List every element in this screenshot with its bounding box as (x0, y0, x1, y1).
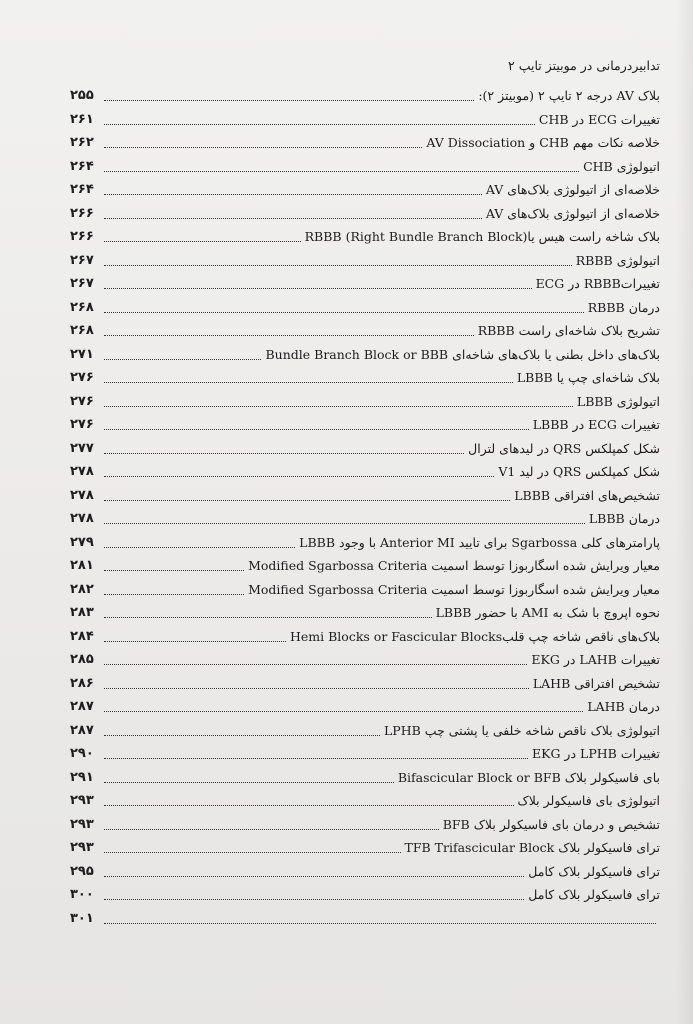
toc-entry-title: خلاصه نکات مهم CHB و AV Dissociation (426, 135, 660, 150)
toc-dot-leader (104, 500, 510, 501)
toc-dot-leader (104, 852, 401, 853)
toc-entry (70, 693, 660, 717)
toc-dot-leader (104, 429, 529, 430)
toc-dot-leader (104, 147, 422, 148)
toc-entry (70, 528, 660, 552)
toc-entry-title: شکل کمپلکس QRS در لیدهای لترال (468, 440, 660, 456)
toc-page-number: ۲۸۷ (70, 722, 94, 738)
toc-entry-title: تشریح بلاک شاخه‌ای راست RBBB (477, 323, 660, 338)
toc-entry (70, 434, 660, 458)
toc-entry-title: ترای فاسیکولر بلاک TFB Trifascicular Block (404, 840, 660, 855)
toc-dot-leader (104, 570, 244, 571)
toc-entry (70, 834, 660, 858)
toc-page-number: ۲۶۸ (70, 299, 94, 315)
toc-entry (70, 270, 660, 294)
toc-entry-title: بلاک‌های داخل بطنی یا بلاک‌های شاخه‌ای Bundle Branch Block or BBB (265, 346, 660, 362)
toc-entry-title: بلاک‌های ناقص شاخه چپ قلبHemi Blocks or Fascicular Blocks (290, 628, 660, 644)
toc-page-number: ۲۷۶ (70, 417, 94, 432)
page-edge-shadow (675, 0, 693, 1024)
toc-entry (70, 411, 660, 435)
toc-entry (70, 881, 660, 905)
toc-entry (70, 340, 660, 364)
toc-page-number: ۲۶۷ (70, 252, 94, 268)
toc-dot-leader (104, 100, 474, 101)
toc-entry (70, 505, 660, 529)
toc-entry-title: بای فاسیکولر بلاک Bifascicular Block or BFB (397, 769, 660, 785)
toc-page-number: ۲۶۸ (70, 323, 94, 338)
toc-entry (70, 364, 660, 388)
table-of-contents (70, 58, 660, 928)
toc-dot-leader (104, 265, 572, 266)
toc-dot-leader (104, 523, 585, 524)
toc-dot-leader (104, 453, 464, 454)
toc-dot-leader (104, 476, 494, 477)
toc-entry (70, 740, 660, 764)
toc-dot-leader (104, 241, 301, 242)
toc-entry-title: تغییراتRBBB در ECG (535, 276, 660, 291)
toc-entry (70, 575, 660, 599)
toc-entry (70, 857, 660, 881)
toc-entry-title: ترای فاسیکولر بلاک کامل (528, 863, 660, 879)
toc-entry-title: درمان LBBB (588, 511, 660, 526)
toc-entry-title: ترای فاسیکولر بلاک کامل (528, 887, 660, 902)
toc-dot-leader (104, 641, 286, 642)
toc-dot-leader (104, 735, 380, 736)
toc-page-number: ۲۶۲ (70, 135, 94, 150)
toc-entry-title: تدابیردرمانی در موبیتز تایپ ۲ (508, 58, 660, 73)
toc-entry (70, 223, 660, 247)
toc-page-number: ۲۸۴ (70, 628, 94, 644)
toc-entry (70, 152, 660, 176)
toc-dot-leader (104, 758, 528, 759)
toc-page-number: ۲۶۶ (70, 205, 94, 221)
toc-dot-leader (104, 711, 583, 712)
toc-entry (70, 293, 660, 317)
toc-entry (70, 552, 660, 576)
toc-page-number: ۲۶۶ (70, 229, 94, 244)
toc-dot-leader (104, 335, 474, 336)
toc-page-number: ۲۷۶ (70, 370, 94, 385)
toc-dot-leader (104, 923, 656, 924)
toc-entry (70, 787, 660, 811)
toc-dot-leader (104, 664, 527, 665)
toc-entry (70, 458, 660, 482)
toc-page-number: ۳۰۱ (70, 910, 94, 926)
toc-page-number: ۲۹۳ (70, 840, 94, 855)
toc-entry (70, 622, 660, 646)
toc-entry (70, 129, 660, 153)
toc-entry-title: خلاصه‌ای از اتیولوژی بلاک‌های AV (485, 205, 660, 221)
toc-page-number: ۲۶۴ (70, 158, 94, 174)
toc-entry (70, 246, 660, 270)
toc-entry-title: شکل کمپلکس QRS در لید V1 (498, 464, 660, 479)
toc-entry-title: اتیولوژی RBBB (575, 252, 660, 268)
toc-dot-leader (104, 899, 524, 900)
toc-dot-leader (104, 288, 532, 289)
toc-dot-leader (104, 218, 482, 219)
toc-dot-leader (104, 829, 439, 830)
toc-entry-title: بلاک شاخه‌ای چپ یا LBBB (516, 370, 660, 385)
toc-page-number: ۲۷۸ (70, 464, 94, 479)
toc-page-number: ۲۹۰ (70, 746, 94, 761)
toc-entry (70, 716, 660, 740)
toc-entry-title: بلاک شاخه راست هیس یاRBBB (Right Bundle Branch Block) (304, 229, 660, 244)
toc-dot-leader (104, 688, 529, 689)
toc-page-number: ۲۸۷ (70, 699, 94, 714)
toc-entry-title: معیار ویرایش شده اسگاربوزا توسط اسمیت Modified Sgarbossa Criteria (248, 558, 660, 573)
toc-entry (70, 904, 660, 928)
toc-entry-title: نحوه اپروچ با شک به AMI با حضور LBBB (435, 605, 660, 620)
toc-dot-leader (104, 547, 295, 548)
toc-dot-leader (104, 359, 261, 360)
toc-page-number: ۲۶۱ (70, 111, 94, 127)
toc-page-number: ۲۵۵ (70, 88, 94, 103)
toc-page-number: ۳۰۰ (70, 887, 94, 902)
toc-dot-leader (104, 594, 244, 595)
toc-entry-title: اتیولوژی LBBB (576, 393, 660, 409)
toc-page-number: ۲۸۳ (70, 605, 94, 620)
toc-entry-title: معیار ویرایش شده اسگاربوزا توسط اسمیت Modified Sgarbossa Criteria (248, 581, 660, 597)
toc-entry (70, 669, 660, 693)
toc-page-number: ۲۹۳ (70, 816, 94, 832)
toc-entry-title: تشخیص‌های افتراقی LBBB (514, 487, 660, 503)
toc-entry (70, 82, 660, 106)
toc-entry-title: اتیولوژی بای فاسیکولر بلاک (517, 793, 660, 808)
toc-entry (70, 317, 660, 341)
toc-entry (70, 105, 660, 129)
toc-page-number: ۲۷۸ (70, 487, 94, 503)
toc-dot-leader (104, 876, 524, 877)
toc-entry-title: تغییرات ECG در LBBB (532, 417, 660, 432)
toc-dot-leader (104, 382, 513, 383)
toc-page-number: ۲۶۴ (70, 182, 94, 197)
toc-page-number: ۲۷۸ (70, 511, 94, 526)
toc-page-number: ۲۹۳ (70, 793, 94, 808)
toc-page-number: ۲۸۲ (70, 581, 94, 597)
toc-entry (70, 810, 660, 834)
toc-dot-leader (104, 171, 579, 172)
toc-entry (70, 599, 660, 623)
toc-entry-title: پارامترهای کلی Sgarbossa برای تایید Anterior MI با وجود LBBB (299, 534, 660, 550)
toc-entry-title: اتیولوژی بلاک ناقص شاخه خلفی یا پشتی چپ LPHB (384, 722, 660, 738)
toc-page-number: ۲۷۱ (70, 346, 94, 362)
toc-page-number: ۲۷۹ (70, 534, 94, 550)
toc-entry-title: درمان LAHB (587, 699, 660, 714)
toc-entry-title: بلاک AV درجه ۲ تایپ ۲ (موبیتز ۲): (478, 88, 660, 103)
toc-page-number: ۲۶۷ (70, 276, 94, 291)
toc-entry-title: اتیولوژی CHB (583, 158, 660, 174)
toc-entry-title: درمان RBBB (587, 299, 660, 315)
toc-page-number: ۲۸۶ (70, 675, 94, 691)
toc-dot-leader (104, 312, 584, 313)
toc-entry-title: تغییرات LPHB در EKG (532, 746, 660, 761)
toc-entry-title: تغییرات ECG در CHB (538, 111, 660, 127)
toc-entry-title: تشخیص و درمان بای فاسیکولر بلاک BFB (442, 816, 660, 832)
toc-entry (70, 176, 660, 200)
toc-entry (70, 199, 660, 223)
toc-dot-leader (104, 617, 432, 618)
toc-page-number: ۲۸۵ (70, 652, 94, 667)
toc-page-number: ۲۸۱ (70, 558, 94, 573)
toc-entry (70, 481, 660, 505)
toc-page-number: ۲۹۵ (70, 863, 94, 879)
toc-entry (70, 646, 660, 670)
toc-entry (70, 763, 660, 787)
toc-entry-title: تغییرات LAHB در EKG (531, 652, 660, 667)
toc-page-number: ۲۷۷ (70, 440, 94, 456)
toc-dot-leader (104, 406, 573, 407)
toc-dot-leader (104, 782, 394, 783)
toc-entry-title: خلاصه‌ای از اتیولوژی بلاک‌های AV (485, 182, 660, 197)
toc-dot-leader (104, 805, 514, 806)
toc-entry-title: تشخیص افتراقی LAHB (532, 675, 660, 691)
toc-dot-leader (104, 124, 535, 125)
toc-dot-leader (104, 194, 482, 195)
toc-page-number: ۲۷۶ (70, 393, 94, 409)
toc-entry (70, 387, 660, 411)
toc-page-number: ۲۹۱ (70, 769, 94, 785)
toc-entry (70, 58, 660, 82)
